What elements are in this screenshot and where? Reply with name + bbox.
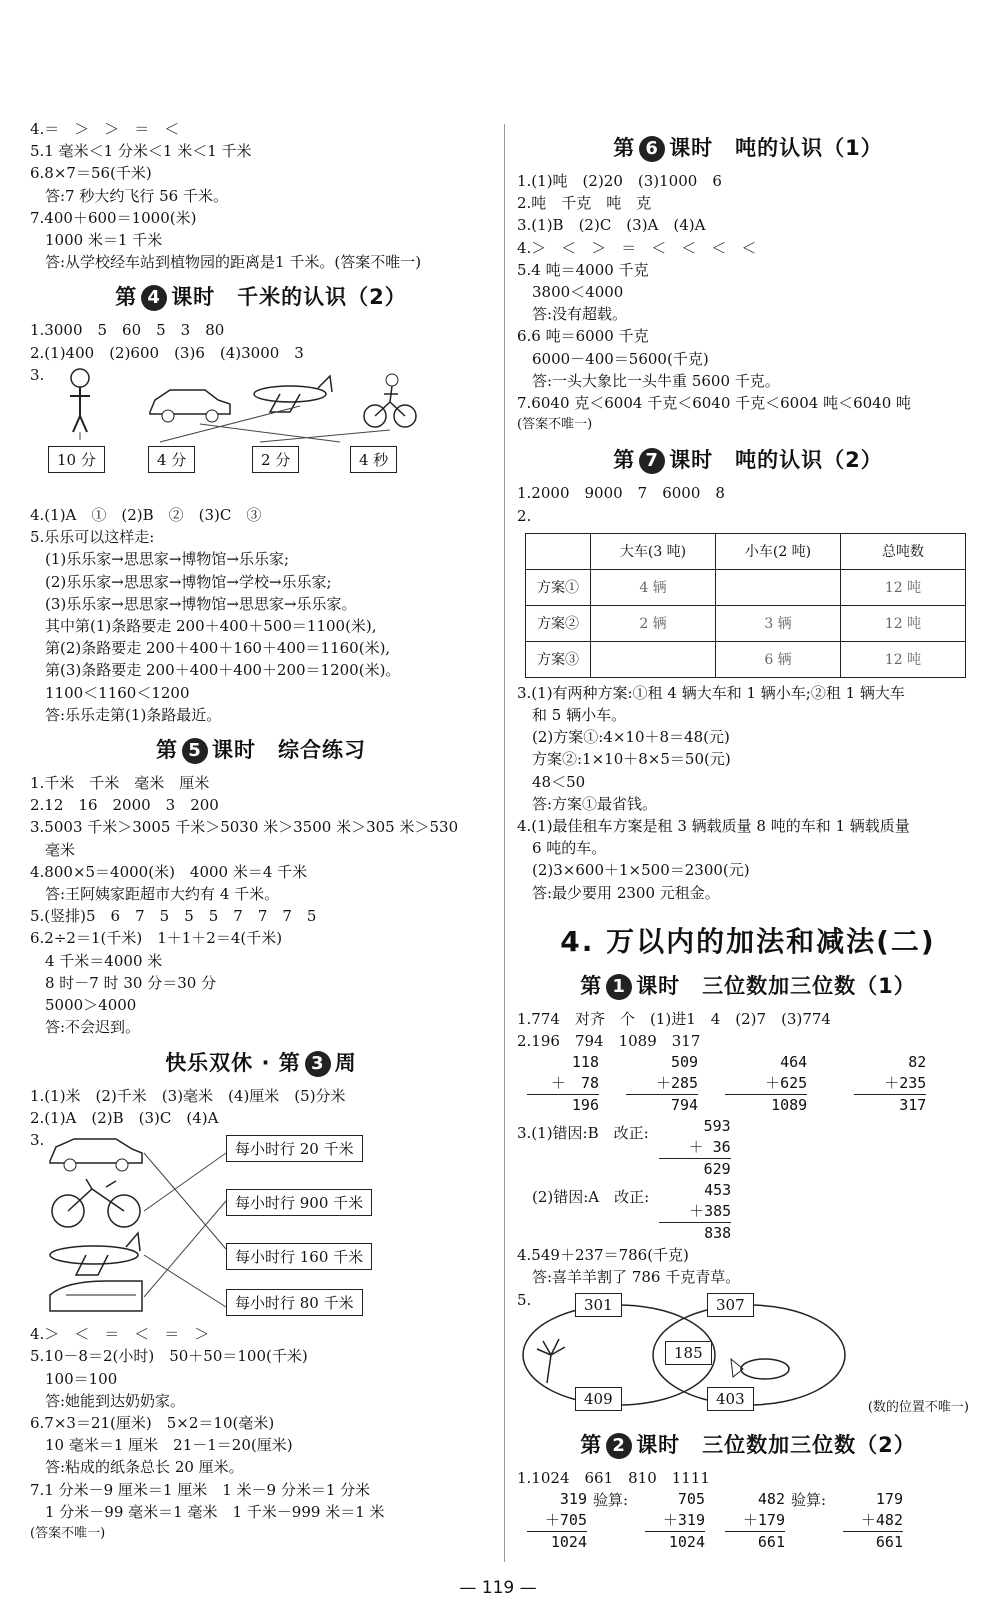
answer-line: 6.8×7＝56(千米) <box>30 164 152 183</box>
answer-line: (2)3×600＋1×500＝2300(元) <box>517 861 750 880</box>
answer-line: 1.1024 661 810 1111 <box>517 1468 710 1487</box>
answer-line: (3)乐乐家→思思家→博物馆→思思家→乐乐家。 <box>30 594 357 613</box>
top-answers <box>30 118 492 273</box>
person-icon <box>70 369 90 432</box>
vertical-calc: 319 ＋705 1024 <box>527 1489 587 1553</box>
answer-line: 5. <box>517 1290 532 1309</box>
row-header: 方案③ <box>526 641 591 677</box>
table-cell: 4 辆 <box>591 569 716 605</box>
answer-line: 5000＞4000 <box>30 996 137 1015</box>
vertical-calc: 179 ＋482 661 <box>843 1489 903 1553</box>
table-header: 小车(2 吨) <box>716 533 841 569</box>
speed-box: 每小时行 20 千米 <box>226 1135 363 1162</box>
answer-line: 6000－400＝5600(千克) <box>517 349 709 368</box>
row-header: 方案② <box>526 605 591 641</box>
vehicles-column <box>46 1131 246 1315</box>
answer-line: 1000 米＝1 千米 <box>30 231 163 250</box>
answer-line: 答:喜羊羊割了 786 千克青草。 <box>517 1268 741 1287</box>
answer-line: 答:她能到达奶奶家。 <box>30 1391 186 1410</box>
answer-line: 3.(1)有两种方案:①租 4 辆大车和 1 辆小车;②租 1 辆大车 <box>517 683 905 702</box>
answer-line: 1.千米 千米 毫米 厘米 <box>30 774 210 793</box>
vertical-calc: 482 ＋179 661 <box>725 1489 785 1553</box>
vertical-calc: 82 ＋235 317 <box>854 1052 926 1116</box>
answer-line: 7.6040 克＜6004 千克＜6040 千克＜6004 吨＜6040 吨 <box>517 394 912 413</box>
answer-note: (答案不唯一) <box>30 1525 106 1541</box>
table-cell: 12 吨 <box>841 569 966 605</box>
unit-4-title: 4. 万以内的加法和减法(二) <box>560 924 936 958</box>
vertical-calc: 705 ＋319 1024 <box>645 1489 705 1553</box>
column-divider <box>504 124 505 1562</box>
venn-diagram <box>517 1293 979 1415</box>
answer-line: 3.(1)B (2)C (3)A (4)A <box>517 216 706 235</box>
table-cell: 12 吨 <box>841 641 966 677</box>
palm-tree-icon <box>537 1339 565 1383</box>
answer-line: 1.3000 5 60 5 3 80 <box>30 321 225 340</box>
answer-line: 答:7 秒大约飞行 56 千米。 <box>30 186 228 205</box>
answer-line: 答:粘成的纸条总长 20 厘米。 <box>30 1458 244 1477</box>
answer-line: (2)乐乐家→思思家→博物馆→学校→乐乐家; <box>30 572 332 591</box>
speed-box: 每小时行 80 千米 <box>226 1289 363 1316</box>
answer-line: (2)方案①:4×10＋8＝48(元) <box>517 728 730 747</box>
lesson-6-title: 第 6 课时 吨的认识（1） <box>613 136 883 160</box>
answer-line: 1.774 对齐 个 (1)进1 4 (2)7 (3)774 <box>517 1009 831 1028</box>
matching-figure <box>30 386 492 504</box>
answer-line: 48＜50 <box>517 772 586 791</box>
lesson-number-badge: 7 <box>639 448 665 474</box>
number-box: 301 <box>575 1293 622 1317</box>
table-cell: 12 吨 <box>841 605 966 641</box>
vertical-calculations <box>517 1052 979 1116</box>
row-header: 方案① <box>526 569 591 605</box>
answer-line: 答:最少要用 2300 元租金。 <box>517 883 720 902</box>
table-cell: 3 辆 <box>716 605 841 641</box>
answer-line: 2.12 16 2000 3 200 <box>30 796 219 815</box>
train-icon <box>50 1281 142 1311</box>
answer-line: 4.＝ ＞ ＞ ＝ ＜ <box>30 120 180 138</box>
vertical-calc: 464 ＋625 1089 <box>725 1052 807 1116</box>
airplane-icon <box>50 1233 140 1275</box>
lesson-7-title: 第 7 课时 吨的认识（2） <box>613 448 883 473</box>
vertical-calc: 453 ＋385 838 <box>659 1180 731 1244</box>
speed-box: 每小时行 900 千米 <box>226 1189 372 1216</box>
answer-line: 1100＜1160＜1200 <box>30 683 190 702</box>
week-number-badge: 3 <box>305 1051 331 1077</box>
table-row <box>526 641 966 677</box>
right-column <box>517 118 979 1553</box>
table-cell: 6 辆 <box>716 641 841 677</box>
bicycle-icon <box>52 1179 140 1227</box>
time-box: 2 分 <box>252 446 299 473</box>
answer-line: 和 5 辆小车。 <box>517 706 627 725</box>
answer-line: 5.1 毫米＜1 分米＜1 米＜1 千米 <box>30 142 252 161</box>
answer-line: 7.1 分米－9 厘米＝1 厘米 1 米－9 分米＝1 分米 <box>30 1480 371 1499</box>
answer-line: 1.(1)吨 (2)20 (3)1000 6 <box>517 172 722 190</box>
lesson-number-badge: 1 <box>606 974 632 1000</box>
answer-line: 1.2000 9000 7 6000 8 <box>517 484 725 503</box>
lesson-number-badge: 6 <box>639 136 665 162</box>
answer-note: (数的位置不唯一) <box>867 1399 969 1415</box>
answer-line: 答:乐乐走第(1)条路最近。 <box>30 705 222 724</box>
time-box: 4 分 <box>148 446 195 473</box>
answer-line: 答:从学校经车站到植物园的距离是1 千米。(答案不唯一) <box>30 253 422 272</box>
whale-icon <box>731 1359 789 1379</box>
answer-line: 3800＜4000 <box>517 283 624 302</box>
number-box: 185 <box>665 1341 712 1365</box>
answer-line: 毫米 <box>30 840 76 859</box>
answer-line: 5.4 吨＝4000 千克 <box>517 260 649 279</box>
answer-line: 答:方案①最省钱。 <box>517 794 658 813</box>
answer-line: 3.(1)错因:B 改正: <box>517 1124 649 1143</box>
answer-line: 1 分米－99 毫米＝1 毫米 1 千米－999 米＝1 米 <box>30 1502 385 1521</box>
answer-line: 3.5003 千米＞3005 千米＞5030 米＞3500 米＞305 米＞530 <box>30 818 459 837</box>
check-label: 验算: <box>593 1491 629 1510</box>
answer-line: 10 毫米＝1 厘米 21－1＝20(厘米) <box>30 1436 293 1455</box>
lesson-4-title: 第 4 课时 千米的认识（2） <box>115 285 407 310</box>
answer-line: 其中第(1)条路要走 200＋400＋500＝1100(米), <box>30 617 377 636</box>
table-corner-cell <box>526 533 591 569</box>
check-label: 验算: <box>791 1491 827 1510</box>
answer-line: 6.6 吨＝6000 千克 <box>517 327 649 346</box>
answer-line: 6 吨的车。 <box>517 839 607 858</box>
lesson-number-badge: 2 <box>606 1433 632 1459</box>
answer-line: 7.400＋600＝1000(米) <box>30 208 197 227</box>
answer-line: 答:没有超载。 <box>517 305 628 324</box>
answer-note: (答案不唯一) <box>517 417 593 433</box>
unit4-lesson-1-title: 第 1 课时 三位数加三位数（1） <box>580 973 916 998</box>
check-calculations <box>517 1489 979 1553</box>
lesson-number-badge: 4 <box>141 285 167 311</box>
table-header: 总吨数 <box>841 533 966 569</box>
answer-line: 3. <box>30 365 45 384</box>
vehicles-illustration <box>40 364 480 446</box>
answer-line: 2.196 794 1089 317 <box>517 1032 701 1051</box>
table-row <box>526 605 966 641</box>
answer-line: 3. <box>30 1130 45 1149</box>
weekend-3-title: 快乐双休 · 第 3 周 <box>165 1050 357 1075</box>
table-cell <box>591 641 716 677</box>
table-header: 大车(3 吨) <box>591 533 716 569</box>
left-column <box>30 118 492 1545</box>
rental-plan-table <box>525 533 966 678</box>
number-box: 403 <box>707 1387 754 1411</box>
car-icon <box>150 390 230 422</box>
speed-matching-figure <box>30 1131 492 1315</box>
answer-line: 4.＞ ＜ ＝ ＜ ＝ ＞ <box>30 1325 210 1344</box>
answer-line: 4.(1)A ① (2)B ② (3)C ③ <box>30 506 262 525</box>
airplane-icon <box>254 376 332 412</box>
correction-3-2 <box>517 1180 979 1244</box>
car-icon <box>50 1139 142 1171</box>
lesson-number-badge: 5 <box>182 738 208 764</box>
answer-line: 5.乐乐可以这样走: <box>30 528 155 547</box>
table-cell <box>716 569 841 605</box>
table-header-row <box>526 533 966 569</box>
number-box: 307 <box>707 1293 754 1317</box>
answer-line: 4.549＋237＝786(千克) <box>517 1246 689 1265</box>
answer-line: 2.吨 千克 吨 克 <box>517 194 652 213</box>
vertical-calc: 593 ＋ 36 629 <box>659 1116 731 1180</box>
correction-3-1 <box>517 1116 979 1180</box>
table-cell: 2 辆 <box>591 605 716 641</box>
answer-line: 8 时－7 时 30 分＝30 分 <box>30 973 217 992</box>
answer-line: 6.7×3＝21(厘米) 5×2＝10(毫米) <box>30 1413 275 1432</box>
lesson-5-title: 第 5 课时 综合练习 <box>156 738 366 763</box>
answer-line: 方案②:1×10＋8×5＝50(元) <box>517 750 731 769</box>
answer-line: 100＝100 <box>30 1369 118 1388</box>
unit4-lesson-2-title: 第 2 课时 三位数加三位数（2） <box>580 1432 916 1457</box>
answer-line: 第(2)条路要走 200＋400＋160＋400＝1160(米), <box>30 639 391 658</box>
answer-line: 答:不会迟到。 <box>30 1018 141 1037</box>
answer-line: (2)错因:A 改正: <box>517 1188 650 1207</box>
table-row <box>526 569 966 605</box>
answer-line: 4 千米＝4000 米 <box>30 951 163 970</box>
answer-line: 答:一头大象比一头牛重 5600 千克。 <box>517 371 780 390</box>
answer-line: 5.(竖排)5 6 7 5 5 5 7 7 7 5 <box>30 907 317 926</box>
answer-line: 第(3)条路要走 200＋400＋400＋200＝1200(米)。 <box>30 661 401 680</box>
answer-line: 2.(1)400 (2)600 (3)6 (4)3000 3 <box>30 343 304 362</box>
answer-line: 6.2÷2＝1(千米) 1＋1＋2＝4(千米) <box>30 929 283 948</box>
answer-line: 2. <box>517 506 532 525</box>
answer-line: 4.(1)最佳租车方案是租 3 辆载质量 8 吨的车和 1 辆载质量 <box>517 817 910 836</box>
answer-line: 4.＞ ＜ ＞ ＝ ＜ ＜ ＜ ＜ <box>517 238 757 257</box>
number-box: 409 <box>575 1387 622 1411</box>
time-box: 10 分 <box>48 446 105 473</box>
vertical-calc: 509 ＋285 794 <box>626 1052 698 1116</box>
cyclist-icon <box>364 374 416 427</box>
time-box: 4 秒 <box>350 446 397 473</box>
vertical-calc: 118 ＋ 78 196 <box>527 1052 599 1116</box>
answer-line: 2.(1)A (2)B (3)C (4)A <box>30 1108 219 1127</box>
answer-line: 4.800×5＝4000(米) 4000 米＝4 千米 <box>30 862 308 881</box>
page-number: — 119 — <box>459 1578 537 1598</box>
speed-box: 每小时行 160 千米 <box>226 1243 372 1270</box>
answer-line: (1)乐乐家→思思家→博物馆→乐乐家; <box>30 550 290 569</box>
answer-line: 答:王阿姨家距超市大约有 4 千米。 <box>30 885 280 904</box>
answer-line: 1.(1)米 (2)千米 (3)毫米 (4)厘米 (5)分米 <box>30 1086 346 1105</box>
answer-line: 5.10－8＝2(小时) 50＋50＝100(千米) <box>30 1347 308 1366</box>
